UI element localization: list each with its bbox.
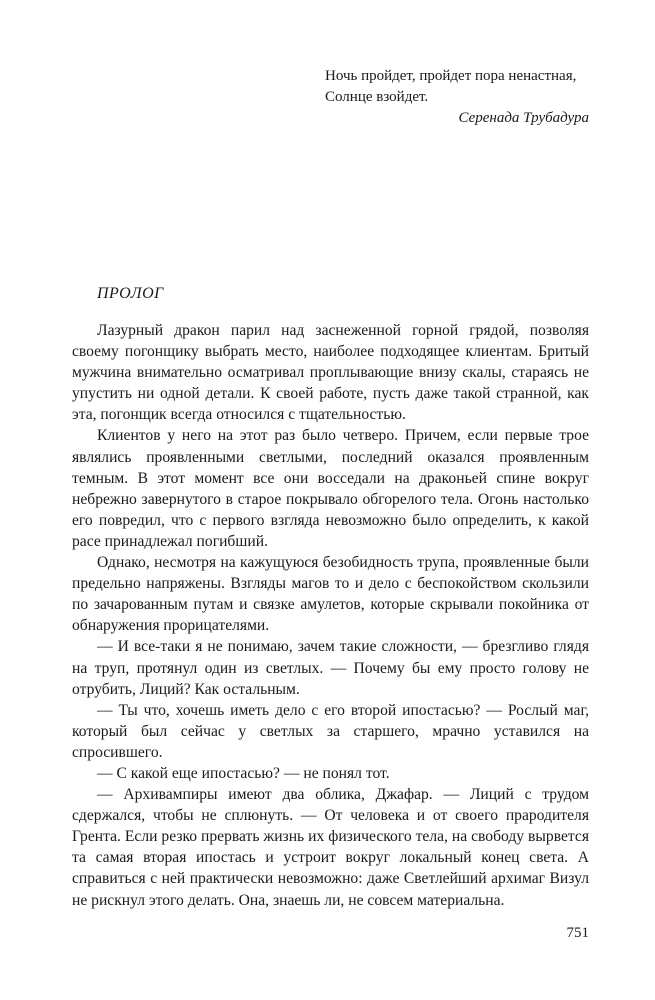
chapter-title: ПРОЛОГ — [97, 285, 164, 302]
body-text — [72, 320, 589, 911]
epigraph — [325, 66, 595, 129]
paragraph: Однако, несмотря на кажущуюся безобидность трупа, проявленные были предельно напряжены. Взгляды магов то и дело с беспокойством скользили по зачарованным путам и связке амулетов, которые скрывали покойника от обнаружения прорицателями. — [72, 554, 589, 635]
epigraph-line: Солнце взойдет. — [325, 89, 429, 105]
paragraph: — Ты что, хочешь иметь дело с его второй ипостасью? — Рослый маг, который был сейчас у светлых за старшего, мрачно уставился на спросившего. — [72, 701, 589, 761]
paragraph: Лазурный дракон парил над заснеженной горной грядой, позволяя своему погонщику выбрать место, наиболее подходящее клиентам. Бритый мужчина внимательно осматривал проплывающие внизу скалы, стараясь не упустить ни одной детали. К своей работе, пусть даже такой странной, как эта, погонщик всегда относился с тщательностью. — [72, 322, 589, 424]
page-number: 751 — [566, 925, 589, 941]
paragraph: Клиентов у него на этот раз было четверо. Причем, если первые трое являлись проявленными светлыми, последний оказался проявленным темным. В этот момент все они восседали на драконьей спине вокруг небрежно завернутого в старое покрывало обгорелого тела. Огонь настолько его повредил, что с первого взгляда невозможно было определить, к какой расе принадлежал погибший. — [72, 427, 589, 550]
paragraph: — Архивампиры имеют два облика, Джафар. — Лиций с трудом сдержался, чтобы не сплюнуть. — От человека и от своего прародителя Грента. Если резко прервать жизнь их физического тела, на свободу вырвется та самая вторая ипостась и устроит вокруг локальный конец света. А справиться с ней практически невозможно: даже Светлейший архимаг Визул не рискнул этого делать. Она, знаешь ли, не совсем материальна. — [72, 786, 589, 909]
paragraph: — С какой еще ипостасью? — не понял тот. — [97, 764, 390, 782]
paragraph: — И все-таки я не понимаю, зачем такие сложности, — брезгливо глядя на труп, протянул один из светлых. — Почему бы ему просто голову не отрубить, Лиций? Как остальным. — [72, 638, 589, 698]
epigraph-source: Серенада Трубадура — [458, 110, 589, 126]
epigraph-line: Ночь пройдет, пройдет пора ненастная, — [325, 68, 577, 84]
